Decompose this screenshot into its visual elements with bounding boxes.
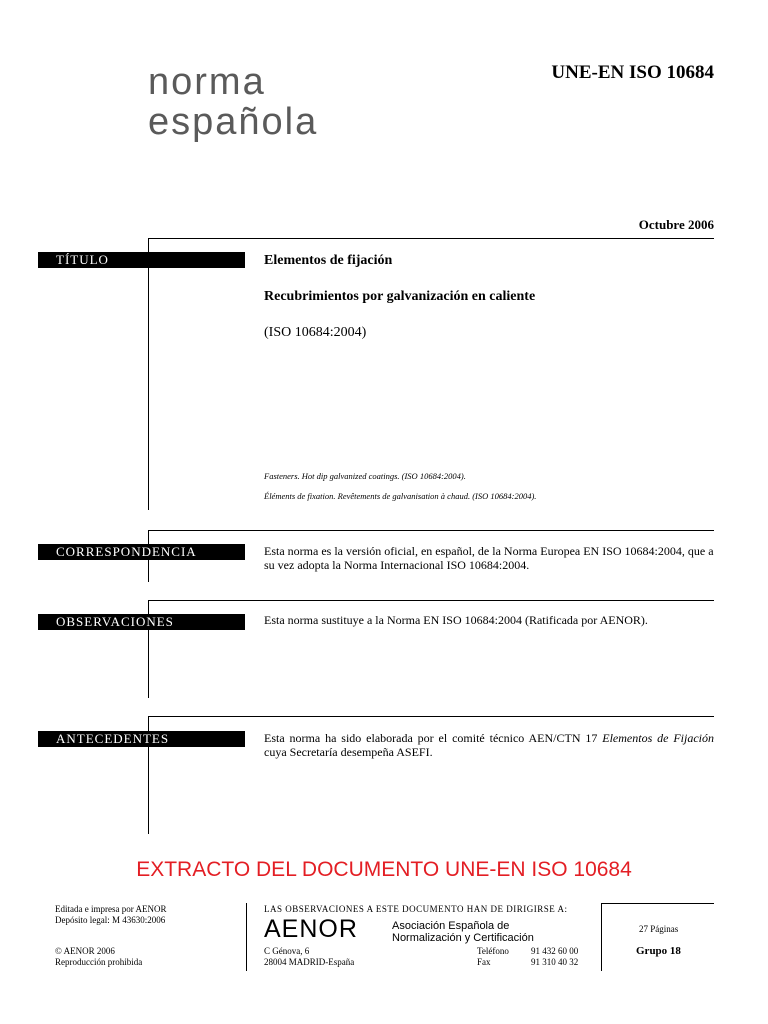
antecedentes-text-a: Esta norma ha sido elaborada por el comité técnico AEN/CTN 17	[264, 731, 603, 745]
page-count: 27 Páginas	[639, 924, 679, 934]
contact-values	[531, 946, 578, 968]
fax-value: 91 310 40 32	[531, 957, 579, 967]
antecedentes-text	[264, 731, 714, 759]
footer-publisher	[55, 904, 166, 926]
standard-code: UNE-EN ISO 10684	[551, 62, 714, 83]
section-label-observaciones: OBSERVACIONES	[38, 614, 245, 630]
alt-title-english: Fasteners. Hot dip galvanized coatings. (ISO 10684:2004).	[264, 471, 466, 481]
brand-line-2: española	[148, 101, 319, 143]
aenor-association-name	[392, 920, 534, 944]
alt-title-french: Éléments de fixation. Revêtements de galvanisation à chaud. (ISO 10684:2004).	[264, 491, 537, 501]
footer-deposit: Depósito legal: M 43630:2006	[55, 915, 166, 925]
title-line-3: (ISO 10684:2004)	[264, 325, 367, 340]
section-label-correspondencia: CORRESPONDENCIA	[38, 544, 245, 560]
assoc-line-1: Asociación Española de	[392, 920, 510, 932]
section-divider-observaciones	[148, 600, 714, 601]
section-label-antecedentes: ANTECEDENTES	[38, 731, 245, 747]
antecedentes-committee-name: Elementos de Fijación	[602, 731, 714, 745]
extract-notice: EXTRACTO DEL DOCUMENTO UNE-EN ISO 10684	[136, 858, 632, 881]
footer-rule-right	[601, 903, 602, 971]
address-line-2: 28004 MADRID-España	[264, 957, 355, 967]
footer-copyright: © AENOR 2006	[55, 946, 115, 956]
observaciones-text: Esta norma sustituye a la Norma EN ISO 10684:2004 (Ratificada por AENOR).	[264, 613, 648, 627]
publication-date: Octubre 2006	[638, 217, 714, 232]
brand-title	[148, 62, 318, 142]
fax-label: Fax	[477, 957, 491, 967]
address-line-1: C Génova, 6	[264, 946, 310, 956]
section-divider-top	[148, 238, 714, 239]
aenor-address	[264, 946, 354, 968]
title-line-1: Elementos de fijación	[264, 253, 393, 268]
section-divider-antecedentes	[148, 716, 714, 717]
assoc-line-2: Normalización y Certificación	[392, 932, 534, 944]
correspondencia-text: Esta norma es la versión oficial, en español, de la Norma Europea EN ISO 10684:2004, que a su vez adopta la Norma Internacional ISO 10684:2004.	[264, 544, 714, 572]
footer-rights	[55, 946, 142, 968]
footer-reproduction: Reproducción prohibida	[55, 957, 143, 967]
antecedentes-text-b: cuya Secretaría desempeña ASEFI.	[264, 745, 433, 759]
footer-observations-heading: LAS OBSERVACIONES A ESTE DOCUMENTO HAN DE DIRIGIRSE A:	[264, 904, 568, 914]
aenor-logo: AENOR	[264, 915, 358, 943]
footer-edited: Editada e impresa por AENOR	[55, 904, 167, 914]
footer-rule-left	[246, 903, 247, 971]
title-line-2: Recubrimientos por galvanización en caliente	[264, 289, 536, 304]
phone-label: Teléfono	[477, 946, 509, 956]
section-divider-correspondencia	[148, 530, 714, 531]
contact-labels	[477, 946, 509, 968]
phone-value: 91 432 60 00	[531, 946, 579, 956]
brand-line-1: norma	[148, 61, 266, 103]
section-rule-titulo	[148, 238, 149, 510]
price-group: Grupo 18	[636, 945, 681, 957]
section-label-titulo: TÍTULO	[38, 252, 245, 268]
footer-box-top	[601, 903, 714, 904]
